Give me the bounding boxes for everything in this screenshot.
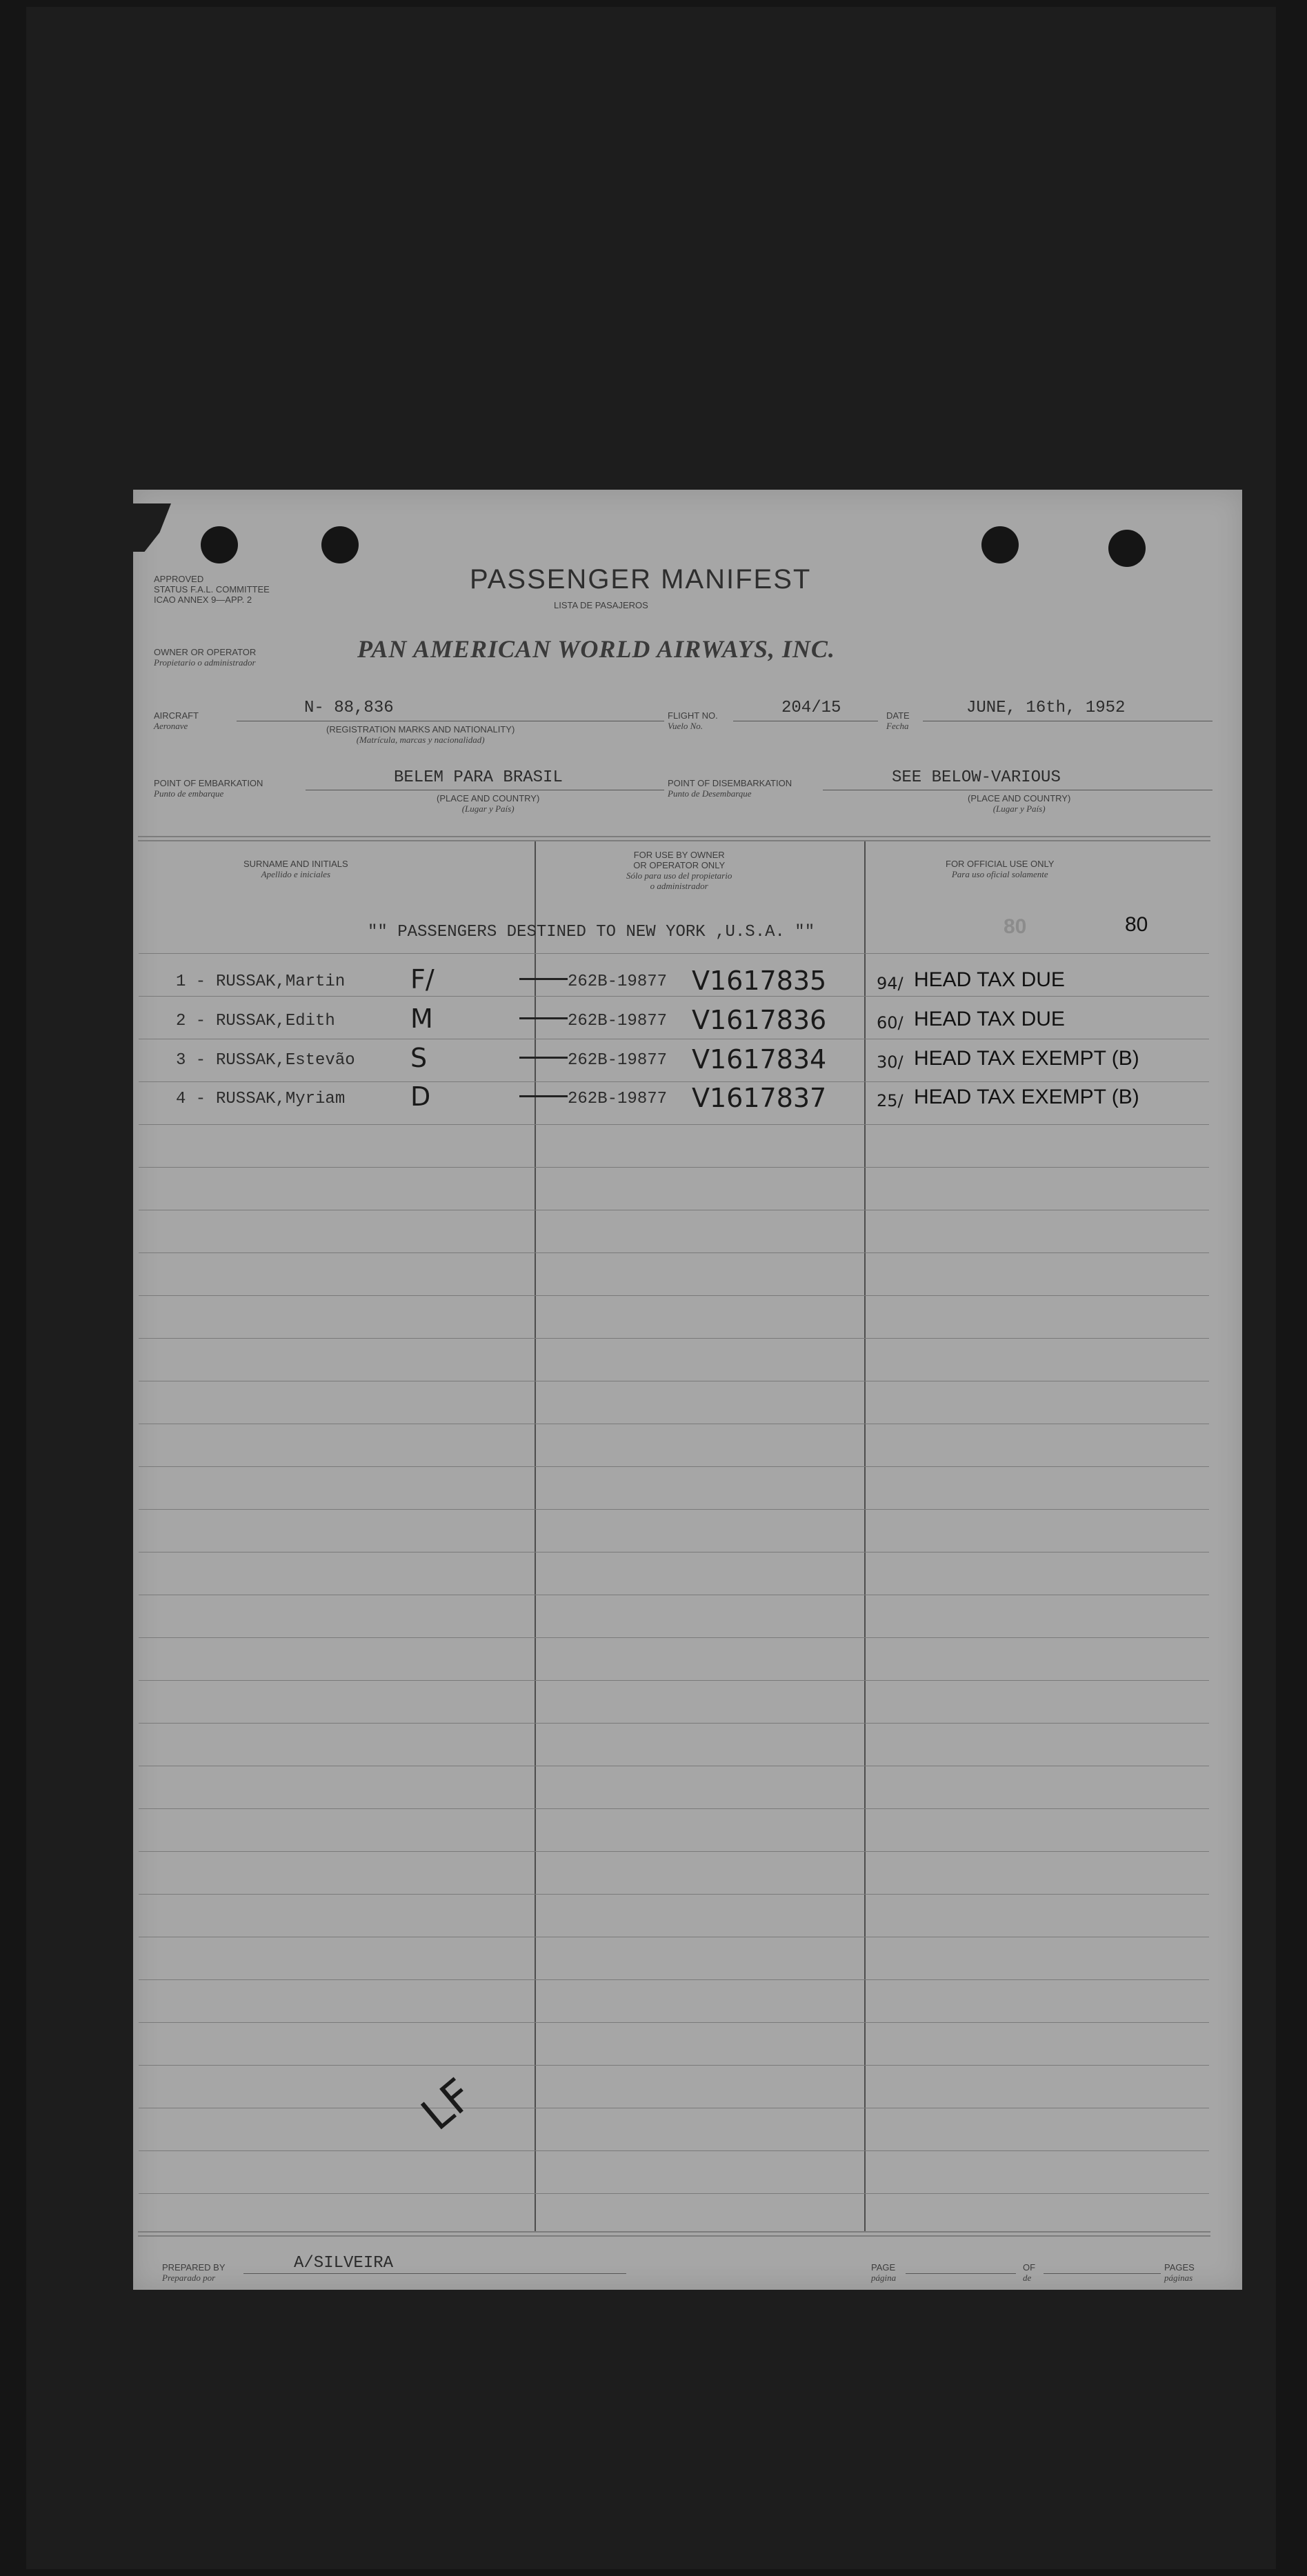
ticket-number: 262B-19877 xyxy=(568,1012,668,1030)
pages-label: PAGES páginas xyxy=(1164,2262,1195,2283)
ruled-line xyxy=(139,2065,1209,2066)
ruled-line xyxy=(139,996,1209,997)
aircraft-value: N- 88,836 xyxy=(304,699,394,717)
punch-hole-1 xyxy=(201,526,238,563)
passenger-mark: M xyxy=(410,1004,433,1034)
ruled-line xyxy=(139,1252,1209,1253)
date-label: DATE Fecha xyxy=(886,710,910,731)
ruled-line xyxy=(139,1295,1209,1296)
of-label: OF de xyxy=(1023,2262,1036,2283)
passenger-mark: F/ xyxy=(410,964,435,995)
passenger-name: RUSSAK,Myriam xyxy=(216,1090,346,1108)
disembark-label: POINT OF DISEMBARKATION Punto de Desembarque xyxy=(668,778,792,799)
flight-label: FLIGHT NO. Vuelo No. xyxy=(668,710,718,731)
check-dash xyxy=(519,978,568,980)
passenger-number: 3 - xyxy=(176,1051,206,1070)
ruled-line xyxy=(139,1509,1209,1510)
manifest-page xyxy=(133,490,1242,2290)
column-header-name: SURNAME AND INITIALS Apellido e iniciales xyxy=(243,859,348,879)
punch-hole-3 xyxy=(981,526,1019,563)
ruled-line xyxy=(139,1723,1209,1724)
handwritten-initials: LF xyxy=(412,2069,483,2141)
punch-hole-2 xyxy=(321,526,359,563)
airline-name: PAN AMERICAN WORLD AIRWAYS, INC. xyxy=(357,635,835,663)
visa-number: V1617837 xyxy=(692,1083,827,1113)
approval-block: APPROVED STATUS F.A.L. COMMITTEE ICAO ANNEX 9—APP. 2 xyxy=(154,574,270,605)
ruled-line xyxy=(139,1851,1209,1852)
disembark-caption: (PLACE AND COUNTRY) (Lugar y País) xyxy=(968,793,1071,814)
prepared-value: A/SILVEIRA xyxy=(294,2254,394,2273)
ruled-line xyxy=(139,1167,1209,1168)
tax-status-stamp: HEAD TAX EXEMPT (B) xyxy=(914,1086,1139,1108)
tax-status-stamp: HEAD TAX EXEMPT (B) xyxy=(914,1047,1139,1070)
embark-label: POINT OF EMBARKATION Punto de embarque xyxy=(154,778,263,799)
section-heading: "" PASSENGERS DESTINED TO NEW YORK ,U.S.A. "" xyxy=(368,923,815,941)
passenger-name: RUSSAK,Estevão xyxy=(216,1051,355,1070)
passenger-age: 60/ xyxy=(877,1013,904,1032)
ruled-line xyxy=(139,1081,1209,1082)
page-subtitle: LISTA DE PASAJEROS xyxy=(554,600,648,610)
passenger-number: 1 - xyxy=(176,972,206,991)
embark-caption: (PLACE AND COUNTRY) (Lugar y País) xyxy=(437,793,540,814)
ticket-number: 262B-19877 xyxy=(568,972,668,991)
flight-value: 204/15 xyxy=(781,699,841,717)
ruled-line xyxy=(139,2022,1209,2023)
passenger-number: 2 - xyxy=(176,1012,206,1030)
disembark-value: SEE BELOW-VARIOUS xyxy=(892,768,1061,787)
punch-hole-4 xyxy=(1108,530,1146,567)
ticket-number: 262B-19877 xyxy=(568,1051,668,1070)
check-dash xyxy=(519,1095,568,1097)
aircraft-label: AIRCRAFT Aeronave xyxy=(154,710,199,731)
visa-number: V1617835 xyxy=(692,966,827,996)
ruled-line xyxy=(139,1466,1209,1467)
passenger-mark: D xyxy=(410,1081,431,1112)
tax-status-stamp: HEAD TAX DUE xyxy=(914,968,1065,991)
official-count: 80 xyxy=(1125,913,1148,936)
official-count-struck: 80 xyxy=(1004,915,1027,938)
aircraft-caption: (REGISTRATION MARKS AND NATIONALITY) (Matrícula, marcas y nacionalidad) xyxy=(326,724,515,745)
torn-corner xyxy=(133,503,171,552)
passenger-name: RUSSAK,Martin xyxy=(216,972,346,991)
date-value: JUNE, 16th, 1952 xyxy=(966,699,1126,717)
passenger-name: RUSSAK,Edith xyxy=(216,1012,335,1030)
ruled-line xyxy=(139,1680,1209,1681)
passenger-age: 94/ xyxy=(877,974,904,993)
tax-status-stamp: HEAD TAX DUE xyxy=(914,1008,1065,1030)
page-title: PASSENGER MANIFEST xyxy=(470,564,812,595)
ruled-line xyxy=(139,1124,1209,1125)
owner-label: OWNER OR OPERATOR Propietario o administrador xyxy=(154,647,257,668)
ruled-line xyxy=(139,1894,1209,1895)
check-dash xyxy=(519,1057,568,1059)
passenger-number: 4 - xyxy=(176,1090,206,1108)
ruled-line xyxy=(139,1637,1209,1638)
passenger-age: 25/ xyxy=(877,1091,904,1110)
ruled-line xyxy=(139,1338,1209,1339)
visa-number: V1617834 xyxy=(692,1044,827,1075)
passenger-mark: S xyxy=(410,1043,428,1073)
embark-value: BELEM PARA BRASIL xyxy=(394,768,563,787)
check-dash xyxy=(519,1017,568,1019)
ruled-line xyxy=(139,953,1209,954)
prepared-label: PREPARED BY Preparado por xyxy=(162,2262,226,2283)
visa-number: V1617836 xyxy=(692,1005,827,1035)
ruled-line xyxy=(139,1808,1209,1809)
page-label: PAGE página xyxy=(871,2262,897,2283)
ticket-number: 262B-19877 xyxy=(568,1090,668,1108)
ruled-line xyxy=(139,2150,1209,2151)
passenger-age: 30/ xyxy=(877,1052,904,1072)
column-header-official: FOR OFFICIAL USE ONLY Para uso oficial solamente xyxy=(946,859,1055,879)
column-header-operator: FOR USE BY OWNER OR OPERATOR ONLY Sólo para uso del propietario o administrador xyxy=(626,850,732,891)
ruled-line xyxy=(139,1979,1209,1980)
ruled-line xyxy=(139,2193,1209,2194)
